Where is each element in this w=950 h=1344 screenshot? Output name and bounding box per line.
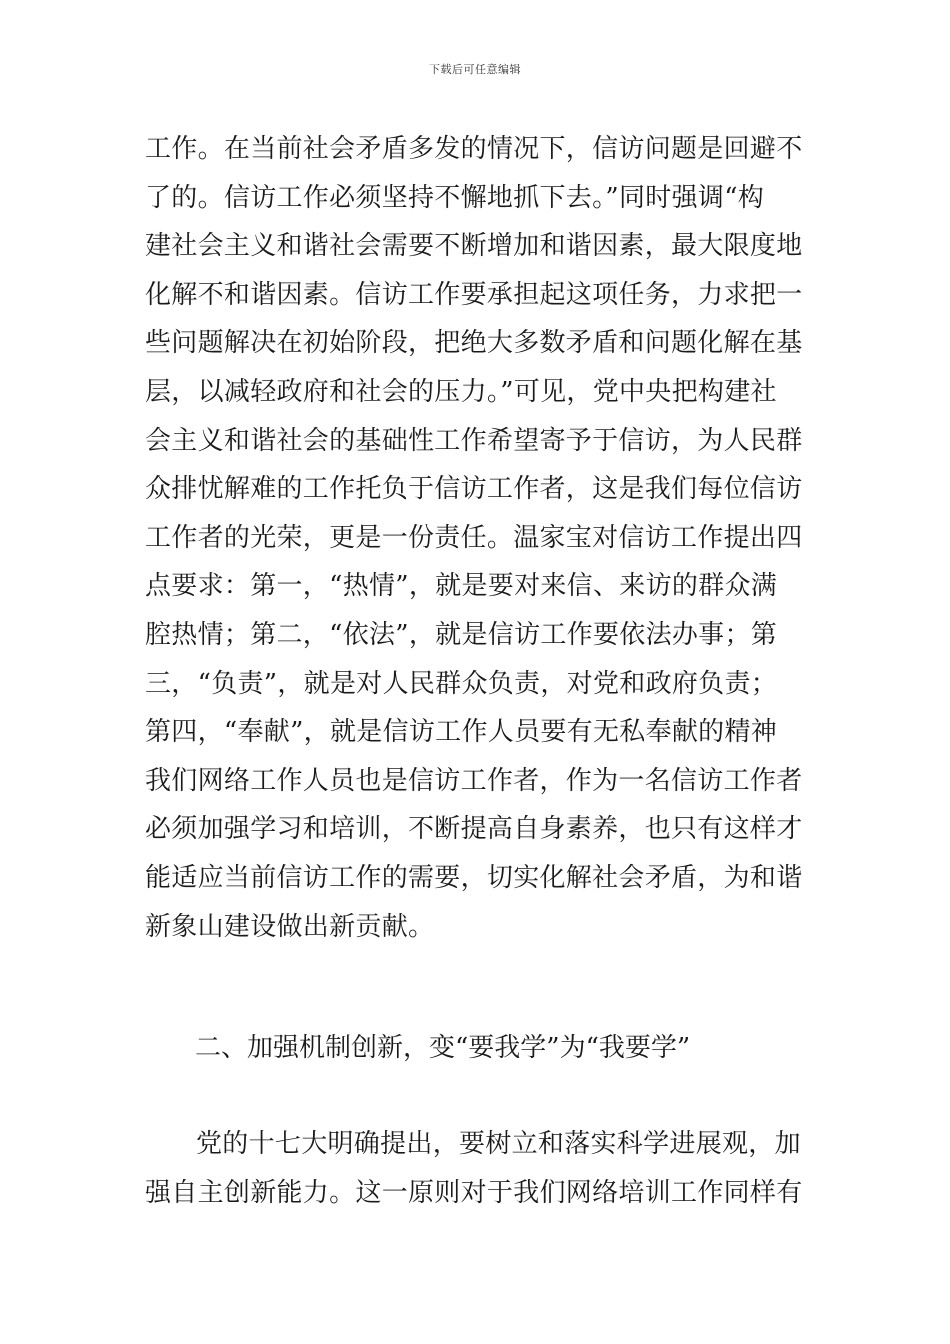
text-line: 会主义和谐社会的基础性工作希望寄予于信访，为人民群 [145, 425, 803, 456]
text-line: 化解不和谐因素。信访工作要承担起这项任务，力求把一 [145, 279, 803, 310]
text-line: 强自主创新能力。这一原则对于我们网络培训工作同样有 [145, 1177, 803, 1208]
text-line: 必须加强学习和培训，不断提高自身素养，也只有这样才 [145, 814, 803, 845]
text-line: 能适应当前信访工作的需要，切实化解社会矛盾，为和谐 [145, 862, 803, 893]
paragraph-2 [145, 1120, 815, 1217]
text-line: 腔热情；第二，“依法”，就是信访工作要依法办事；第 [145, 619, 778, 650]
paragraph-1 [145, 125, 815, 951]
text-line: 我们网络工作人员也是信访工作者，作为一名信访工作者 [145, 765, 803, 796]
text-line: 工作者的光荣，更是一份责任。温家宝对信访工作提出四 [145, 522, 803, 553]
text-line: 三，“负责”，就是对人民群众负责，对党和政府负责； [145, 668, 778, 699]
page-header-note: 下载后可任意编辑 [429, 63, 521, 76]
text-line: 新象山建设做出新贡献。 [145, 911, 435, 942]
text-line: 第四，“奉献”，就是信访工作人员要有无私奉献的精神 [145, 717, 778, 748]
text-line: 了的。信访工作必须坚持不懈地抓下去。”同时强调“构 [145, 182, 765, 213]
text-line: 建社会主义和谐社会需要不断增加和谐因素，最大限度地 [145, 231, 803, 262]
text-line: 工作。在当前社会矛盾多发的情况下，信访问题是回避不 [145, 134, 803, 164]
text-line: 众排忧解难的工作托负于信访工作者，这是我们每位信访 [145, 474, 803, 505]
text-line: 党的十七大明确提出，要树立和落实科学进展观，加 [196, 1129, 801, 1159]
text-line: 些问题解决在初始阶段，把绝大多数矛盾和问题化解在基 [145, 328, 803, 359]
text-line: 层，以减轻政府和社会的压力。”可见，党中央把构建社 [145, 376, 777, 407]
text-line: 点要求：第一，“热情”，就是要对来信、来访的群众满 [145, 571, 778, 602]
section-heading: 二、加强机制创新，变“要我学”为“我要学” [195, 1033, 691, 1063]
